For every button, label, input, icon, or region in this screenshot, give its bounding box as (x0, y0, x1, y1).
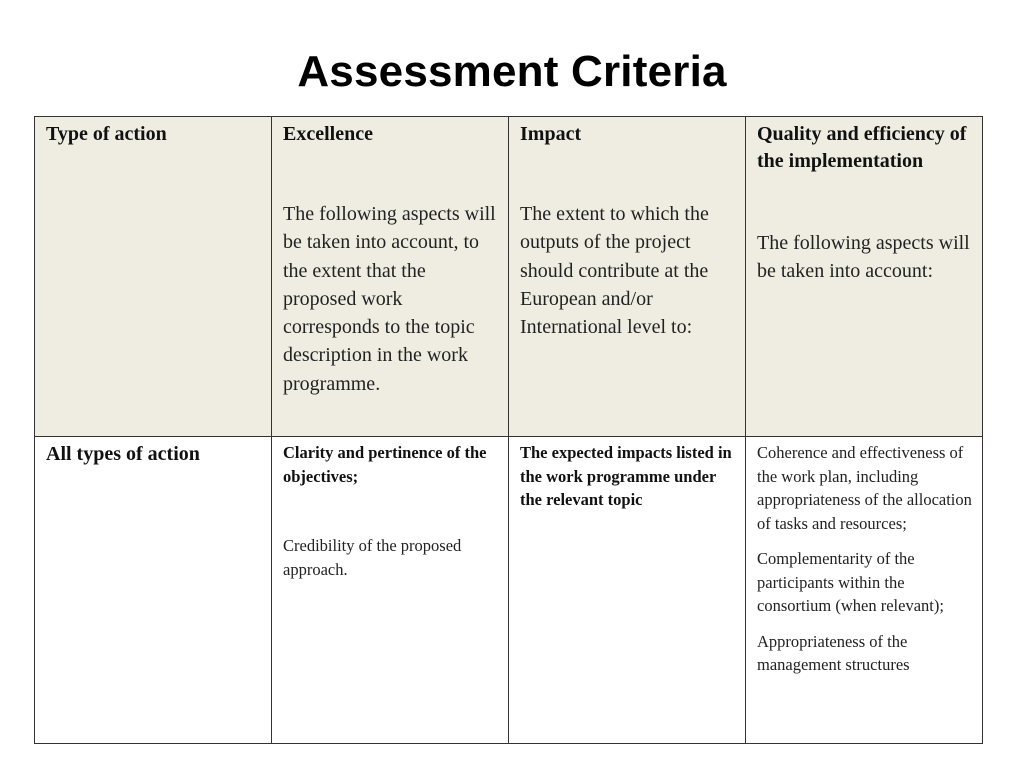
slide-title: Assessment Criteria (297, 47, 727, 96)
assessment-criteria-table (34, 116, 983, 744)
header-cell-type-of-action (35, 117, 272, 437)
quality-description: The following aspects will be taken into account: (757, 232, 970, 283)
quality-header: Quality and efficiency of the implementation (757, 123, 967, 172)
excellence-description: The following aspects will be taken into account, to the extent that the proposed work corresponds to the topic description in the work programme. (283, 203, 496, 395)
header-cell-impact (509, 117, 746, 437)
table-row (35, 437, 983, 744)
quality-criterion: Appropriateness of the management structures (757, 631, 910, 674)
quality-criterion: Coherence and effectiveness of the work plan, including appropriateness of the allocation of tasks and resources; (757, 443, 972, 533)
excellence-criterion: Clarity and pertinence of the objectives; (283, 443, 487, 486)
header-cell-quality (746, 117, 983, 437)
header-cell-excellence (272, 117, 509, 437)
row-cell-quality (746, 437, 983, 744)
excellence-criterion: Credibility of the proposed approach. (283, 536, 462, 579)
excellence-header: Excellence (283, 123, 373, 145)
row-cell-impact (509, 437, 746, 744)
row-cell-type-of-action (35, 437, 272, 744)
quality-criterion: Complementarity of the participants within the consortium (when relevant); (757, 549, 944, 615)
row-label: All types of action (46, 443, 200, 465)
impact-description: The extent to which the outputs of the project should contribute at the European and/or International level to: (520, 203, 709, 339)
type-of-action-header: Type of action (46, 123, 167, 145)
impact-criterion: The expected impacts listed in the work programme under the relevant topic (520, 443, 732, 509)
row-cell-excellence (272, 437, 509, 744)
impact-header: Impact (520, 123, 582, 145)
table-header-row (35, 117, 983, 437)
